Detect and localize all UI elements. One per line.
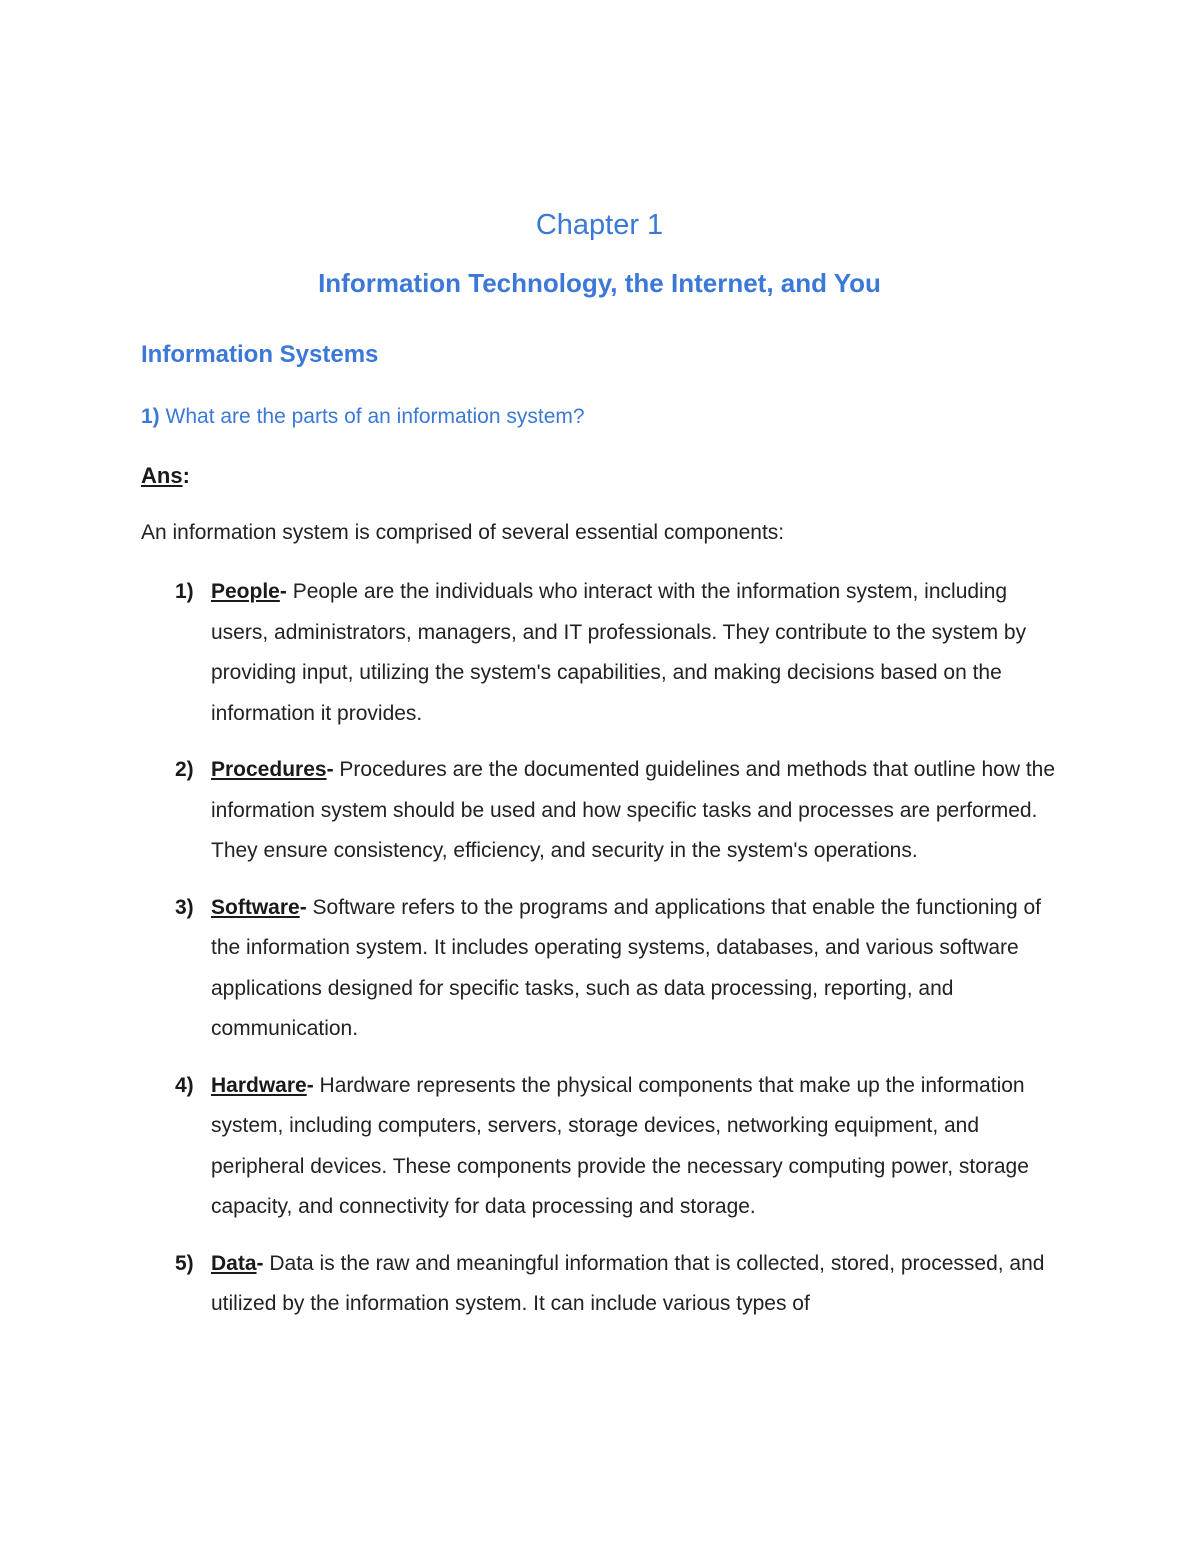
- list-item-text: Hardware represents the physical components that make up the information system, including computers, servers, storage devices, networking equipment, and peripheral devices. These components provide the necessary computing power, storage capacity, and connectivity for data processing and storage.: [211, 1073, 1029, 1218]
- list-item-text: Procedures are the documented guidelines and methods that outline how the information system should be used and how specific tasks and processes are performed. They ensure consistency, efficiency, and security in the system's operations.: [211, 758, 1056, 862]
- list-item-number: 1): [175, 580, 194, 603]
- answer-label: [141, 461, 190, 491]
- list-item-number: 5): [175, 1251, 194, 1275]
- list-item-text: Data is the raw and meaningful information that is collected, stored, processed, and utilized by the information system. It can include various types of: [211, 1251, 1045, 1315]
- question-number: 1): [141, 405, 160, 428]
- list-item-dash: -: [256, 1251, 264, 1275]
- answer-intro: An information system is comprised of several essential components:: [141, 521, 785, 544]
- list-item-dash: -: [306, 1073, 314, 1097]
- list-item: [141, 750, 1061, 872]
- components-list: [141, 572, 1061, 1341]
- section-heading: Information Systems: [141, 341, 379, 368]
- answer-label-colon: :: [182, 463, 190, 488]
- chapter-title: Chapter 1: [535, 209, 664, 241]
- list-item-term: Hardware: [211, 1073, 307, 1097]
- list-item-dash: -: [299, 895, 307, 919]
- chapter-subtitle: Information Technology, the Internet, and You: [318, 268, 881, 298]
- answer-label-word: Ans: [141, 463, 183, 488]
- list-item-dash: -: [326, 758, 334, 781]
- list-item-term: Data: [211, 1251, 257, 1275]
- list-item-term: Software: [211, 895, 300, 919]
- list-item-number: 2): [175, 758, 194, 781]
- list-item-number: 3): [175, 895, 194, 919]
- question: [141, 402, 585, 432]
- list-item-term: People: [211, 580, 280, 603]
- list-item: [141, 888, 1061, 1050]
- list-item: [141, 1066, 1061, 1228]
- list-item-term: Procedures: [211, 758, 327, 781]
- list-item-text: People are the individuals who interact with the information system, including users, administrators, managers, and IT professionals. They contribute to the system by providing input, utilizing the system's capabilities, and making decisions based on the information it provides.: [211, 580, 1027, 725]
- list-item-text: Software refers to the programs and applications that enable the functioning of the information system. It includes operating systems, databases, and various software applications designed for specific tasks, such as data processing, reporting, and communication.: [211, 895, 1041, 1040]
- list-item: [141, 572, 1061, 734]
- question-text: What are the parts of an information system?: [165, 405, 585, 428]
- list-item: [141, 1244, 1061, 1325]
- list-item-number: 4): [175, 1073, 194, 1097]
- list-item-dash: -: [279, 580, 287, 603]
